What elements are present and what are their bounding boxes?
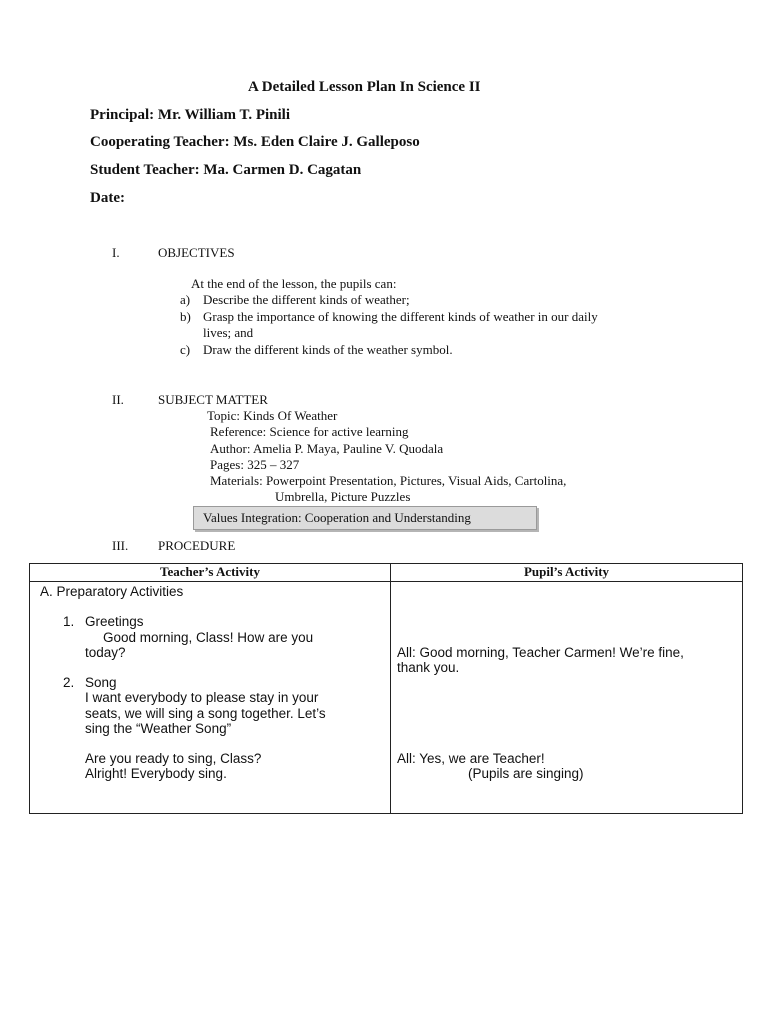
cooperating-teacher-line: Cooperating Teacher: Ms. Eden Claire J. Galleposo [90, 134, 420, 150]
teacher-activity-cell [30, 582, 391, 814]
materials-line-continued: Umbrella, Picture Puzzles [275, 489, 411, 504]
song-line: sing the “Weather Song” [85, 721, 232, 736]
materials-line: Materials: Powerpoint Presentation, Pictures, Visual Aids, Cartolina, [210, 473, 567, 488]
pupil-response-line: All: Good morning, Teacher Carmen! We’re fine, [397, 645, 684, 660]
objective-text: Draw the different kinds of the weather symbol. [203, 342, 453, 357]
teacher-activity-header: Teacher’s Activity [30, 564, 391, 582]
objective-letter: c) [180, 342, 191, 357]
subject-matter-numeral: II. [112, 392, 124, 407]
ready-line: Are you ready to sing, Class? [85, 751, 262, 766]
pages-line: Pages: 325 – 327 [210, 457, 300, 472]
subject-matter-heading: SUBJECT MATTER [158, 392, 268, 407]
pupil-response-line: (Pupils are singing) [468, 766, 584, 781]
pupil-activity-cell [391, 582, 743, 814]
greetings-line: today? [85, 645, 126, 660]
objective-letter: a) [180, 292, 191, 307]
objective-text: Describe the different kinds of weather; [203, 292, 410, 307]
student-teacher-line: Student Teacher: Ma. Carmen D. Cagatan [90, 162, 362, 178]
procedure-table [29, 563, 743, 814]
song-title: Song [85, 675, 117, 690]
greetings-line: Good morning, Class! How are you [103, 630, 314, 645]
objective-text-continued: lives; and [203, 325, 254, 340]
pupil-response-line: All: Yes, we are Teacher! [397, 751, 545, 766]
pupil-activity-header: Pupil’s Activity [391, 564, 743, 582]
ready-line: Alright! Everybody sing. [85, 766, 227, 781]
greetings-number: 1. [63, 614, 75, 629]
values-integration-box: Values Integration: Cooperation and Understanding [193, 506, 537, 530]
principal-line: Principal: Mr. William T. Pinili [90, 107, 291, 123]
document-title: A Detailed Lesson Plan In Science II [248, 79, 481, 95]
table-header-row [30, 564, 743, 582]
song-number: 2. [63, 675, 75, 690]
preparatory-activities-label: A. Preparatory Activities [40, 584, 184, 599]
objectives-heading: OBJECTIVES [158, 245, 235, 260]
objective-text: Grasp the importance of knowing the different kinds of weather in our daily [203, 309, 598, 324]
pupil-response-line: thank you. [397, 660, 460, 675]
procedure-heading: PROCEDURE [158, 538, 236, 553]
song-line: I want everybody to please stay in your [85, 690, 319, 705]
song-line: seats, we will sing a song together. Let’s [85, 706, 326, 721]
date-line: Date: [90, 190, 125, 206]
procedure-numeral: III. [112, 538, 129, 553]
greetings-title: Greetings [85, 614, 144, 629]
objectives-numeral: I. [112, 245, 120, 260]
table-row [30, 582, 743, 814]
objectives-intro: At the end of the lesson, the pupils can: [191, 276, 397, 291]
objective-letter: b) [180, 309, 191, 324]
reference-line: Reference: Science for active learning [210, 424, 409, 439]
topic-line: Topic: Kinds Of Weather [207, 408, 338, 423]
author-line: Author: Amelia P. Maya, Pauline V. Quodala [210, 441, 444, 456]
